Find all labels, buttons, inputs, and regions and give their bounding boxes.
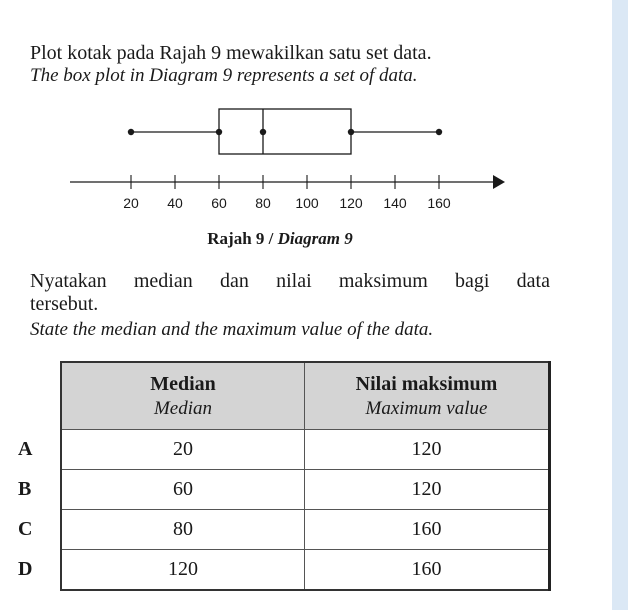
header-median-en: Median [153, 397, 213, 419]
prompt-malay-line2: tersebut. [30, 293, 99, 315]
option-median: 20 [61, 430, 305, 470]
caption-malay: Rajah 9 / [207, 229, 278, 248]
option-median: 120 [61, 550, 305, 591]
intro-english: The box plot in Diagram 9 represents a set of data. [30, 65, 418, 86]
axis-tick-label: 80 [255, 195, 271, 211]
header-max-en: Maximum value [365, 397, 488, 419]
header-max-ms: Nilai maksimum [355, 372, 498, 395]
prompt-english: State the median and the maximum value of the data. [30, 319, 434, 340]
header-median-ms: Median [150, 372, 216, 395]
point-q3 [348, 129, 354, 135]
option-label[interactable]: A [18, 438, 33, 460]
point-max [436, 129, 442, 135]
intro-malay: Plot kotak pada Rajah 9 mewakilkan satu set data. [30, 42, 432, 64]
axis-tick-label: 160 [427, 195, 451, 211]
option-label[interactable]: D [18, 558, 33, 581]
option-median: 60 [61, 470, 305, 510]
axis-tick-label: 60 [211, 195, 227, 211]
table-header-row [18, 362, 550, 430]
option-max: 120 [305, 430, 550, 470]
option-max: 160 [305, 510, 550, 550]
axis-tick-label: 120 [339, 195, 363, 211]
point-min [128, 129, 134, 135]
axis-tick-label: 140 [383, 195, 407, 211]
option-row-b[interactable] [18, 470, 550, 510]
right-sidebar [612, 0, 628, 610]
header-median [61, 362, 305, 430]
axis-arrow-icon [493, 175, 505, 189]
point-q1 [216, 129, 222, 135]
option-label[interactable]: B [18, 478, 32, 500]
label-column-header [18, 362, 61, 430]
header-max [305, 362, 550, 430]
options-table [18, 361, 551, 591]
option-label[interactable]: C [18, 518, 33, 540]
box-plot [0, 95, 560, 225]
axis-tick-label: 40 [167, 195, 183, 211]
option-median: 80 [61, 510, 305, 550]
diagram-caption [0, 229, 560, 249]
axis-tick-label: 20 [123, 195, 139, 211]
option-row-d[interactable] [18, 550, 550, 591]
option-row-a[interactable] [18, 430, 550, 470]
box-q1-q3 [219, 109, 351, 154]
axis-tick-label: 100 [295, 195, 319, 211]
option-max: 120 [305, 470, 550, 510]
point-median [260, 129, 266, 135]
prompt-malay-line1: Nyatakan median dan nilai maksimum bagi data [30, 270, 550, 292]
option-max: 160 [305, 550, 550, 591]
option-row-c[interactable] [18, 510, 550, 550]
caption-english: Diagram 9 [277, 229, 353, 248]
